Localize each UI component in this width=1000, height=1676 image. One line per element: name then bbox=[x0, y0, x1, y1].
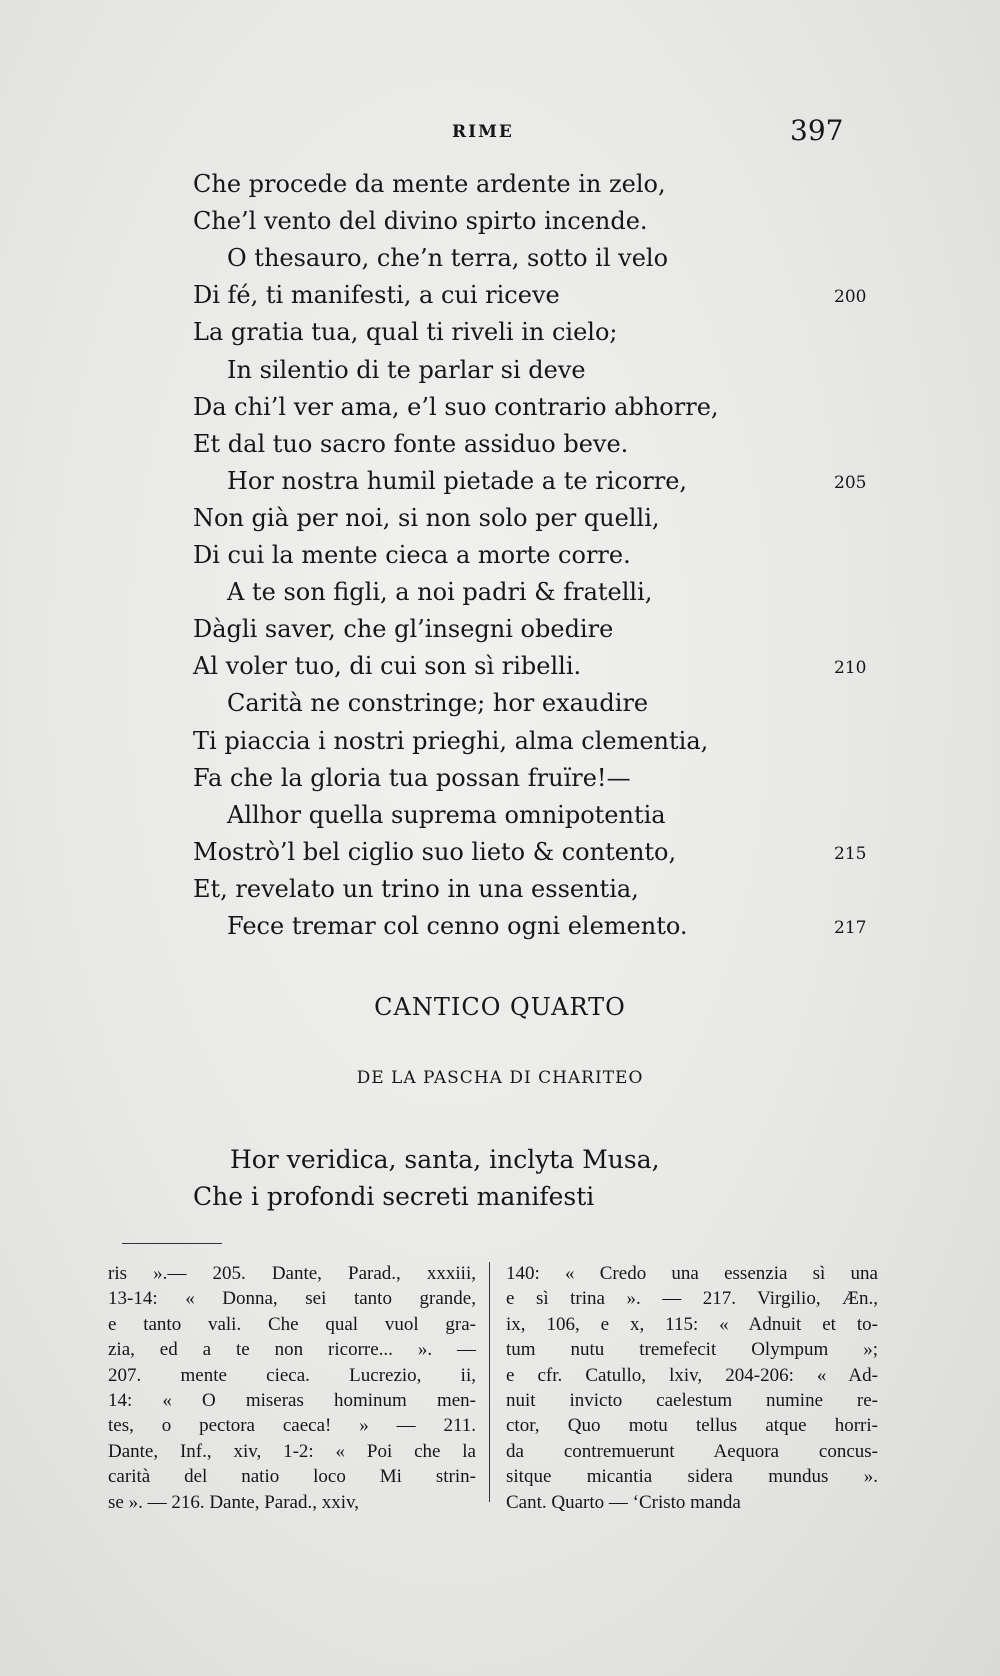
verse-line: Da chi’l ver ama, e’l suo contrario abhorre, bbox=[193, 392, 719, 421]
footnote-line: 140: « Credo una essenzia sì una bbox=[506, 1263, 878, 1284]
footnote-line: ctor, Quo motu tellus atque horri- bbox=[506, 1415, 878, 1437]
verse-line: Ti piaccia i nostri prieghi, alma clementia, bbox=[193, 726, 709, 755]
running-title: RIME bbox=[452, 122, 514, 142]
section-title: CANTICO QUARTO bbox=[374, 993, 626, 1021]
footnote-line: e tanto vali. Che qual vuol gra- bbox=[108, 1313, 476, 1335]
verse-line: Che i profondi secreti manifesti bbox=[193, 1182, 595, 1211]
footnotes-left-column bbox=[108, 1261, 476, 1515]
footnote-line: se ». — 216. Dante, Parad., xxiv, bbox=[108, 1491, 359, 1513]
line-number: 217 bbox=[834, 918, 867, 938]
verse-line: Hor veridica, santa, inclyta Musa, bbox=[230, 1145, 660, 1174]
footnote-line: ris ».— 205. Dante, Parad., xxxiii, bbox=[108, 1263, 476, 1284]
footnote-rule bbox=[122, 1243, 222, 1244]
footnote-line: da contremuerunt Aequora concus- bbox=[506, 1440, 878, 1462]
footnote-line: sitque micantia sidera mundus ». bbox=[506, 1466, 878, 1488]
verse-line: Carità ne constringe; hor exaudire bbox=[227, 689, 649, 718]
verse-line: Allhor quella suprema omnipotentia bbox=[227, 800, 666, 829]
footnote-line: Dante, Inf., xiv, 1-2: « Poi che la bbox=[108, 1440, 476, 1462]
verse-line: Mostrò’l bel ciglio suo lieto & contento, bbox=[193, 837, 677, 866]
footnote-line: 14: « O miseras hominum men- bbox=[108, 1390, 476, 1412]
verse-line: In silentio di te parlar si deve bbox=[227, 355, 586, 384]
verse-line: Non già per noi, si non solo per quelli, bbox=[193, 503, 660, 532]
line-number: 205 bbox=[834, 472, 867, 493]
footnotes-right-column bbox=[506, 1261, 878, 1515]
footnote-line: tum nutu tremefecit Olympum »; bbox=[506, 1339, 878, 1361]
footnote-line: 13-14: « Donna, sei tanto grande, bbox=[108, 1288, 476, 1310]
verse-line: La gratia tua, qual ti riveli in cielo; bbox=[193, 318, 618, 347]
footnote-line: Cant. Quarto — ‘Cristo manda bbox=[506, 1491, 741, 1513]
verse-line: Hor nostra humil pietade a te ricorre, bbox=[227, 466, 688, 495]
verse-line: Che’l vento del divino spirto incende. bbox=[193, 207, 648, 236]
footnote-line: nuit invicto caelestum numine re- bbox=[506, 1390, 878, 1412]
line-number: 215 bbox=[834, 843, 867, 864]
footnote-line: e cfr. Catullo, lxiv, 204-206: « Ad- bbox=[506, 1364, 878, 1386]
verse-line: Fece tremar col cenno ogni elemento. bbox=[227, 912, 688, 940]
footnote-line: e sì trina ». — 217. Virgilio, Æn., bbox=[506, 1288, 878, 1310]
verse-line: Di fé, ti manifesti, a cui riceve bbox=[193, 281, 560, 310]
verse-line: Et, revelato un trino in una essentia, bbox=[193, 874, 639, 903]
footnote-column-divider bbox=[489, 1262, 490, 1502]
footnote-line: carità del natio loco Mi strin- bbox=[108, 1466, 476, 1488]
verse-line: Che procede da mente ardente in zelo, bbox=[193, 170, 666, 198]
footnote-line: tes, o pectora caeca! » — 211. bbox=[108, 1415, 476, 1437]
verse-line: O thesauro, che’n terra, sotto il velo bbox=[227, 244, 669, 273]
footnote-line: zia, ed a te non ricorre... ». — bbox=[108, 1339, 476, 1361]
verse-line: Di cui la mente cieca a morte corre. bbox=[193, 541, 631, 569]
line-number: 200 bbox=[834, 287, 867, 308]
verse-line: Dàgli saver, che gl’insegni obedire bbox=[193, 615, 614, 644]
verse-line: Al voler tuo, di cui son sì ribelli. bbox=[193, 652, 582, 681]
section-subtitle: DE LA PASCHA DI CHARITEO bbox=[356, 1068, 644, 1088]
line-number: 210 bbox=[834, 658, 867, 679]
footnote-line: ix, 106, e x, 115: « Adnuit et to- bbox=[506, 1313, 878, 1335]
footnote-line: 207. mente cieca. Lucrezio, ii, bbox=[108, 1364, 476, 1386]
verse-line: Fa che la gloria tua possan fruïre!— bbox=[193, 763, 631, 792]
page-number: 397 bbox=[790, 114, 844, 147]
verse-line: Et dal tuo sacro fonte assiduo beve. bbox=[193, 429, 629, 458]
verse-line: A te son figli, a noi padri & fratelli, bbox=[227, 578, 653, 607]
